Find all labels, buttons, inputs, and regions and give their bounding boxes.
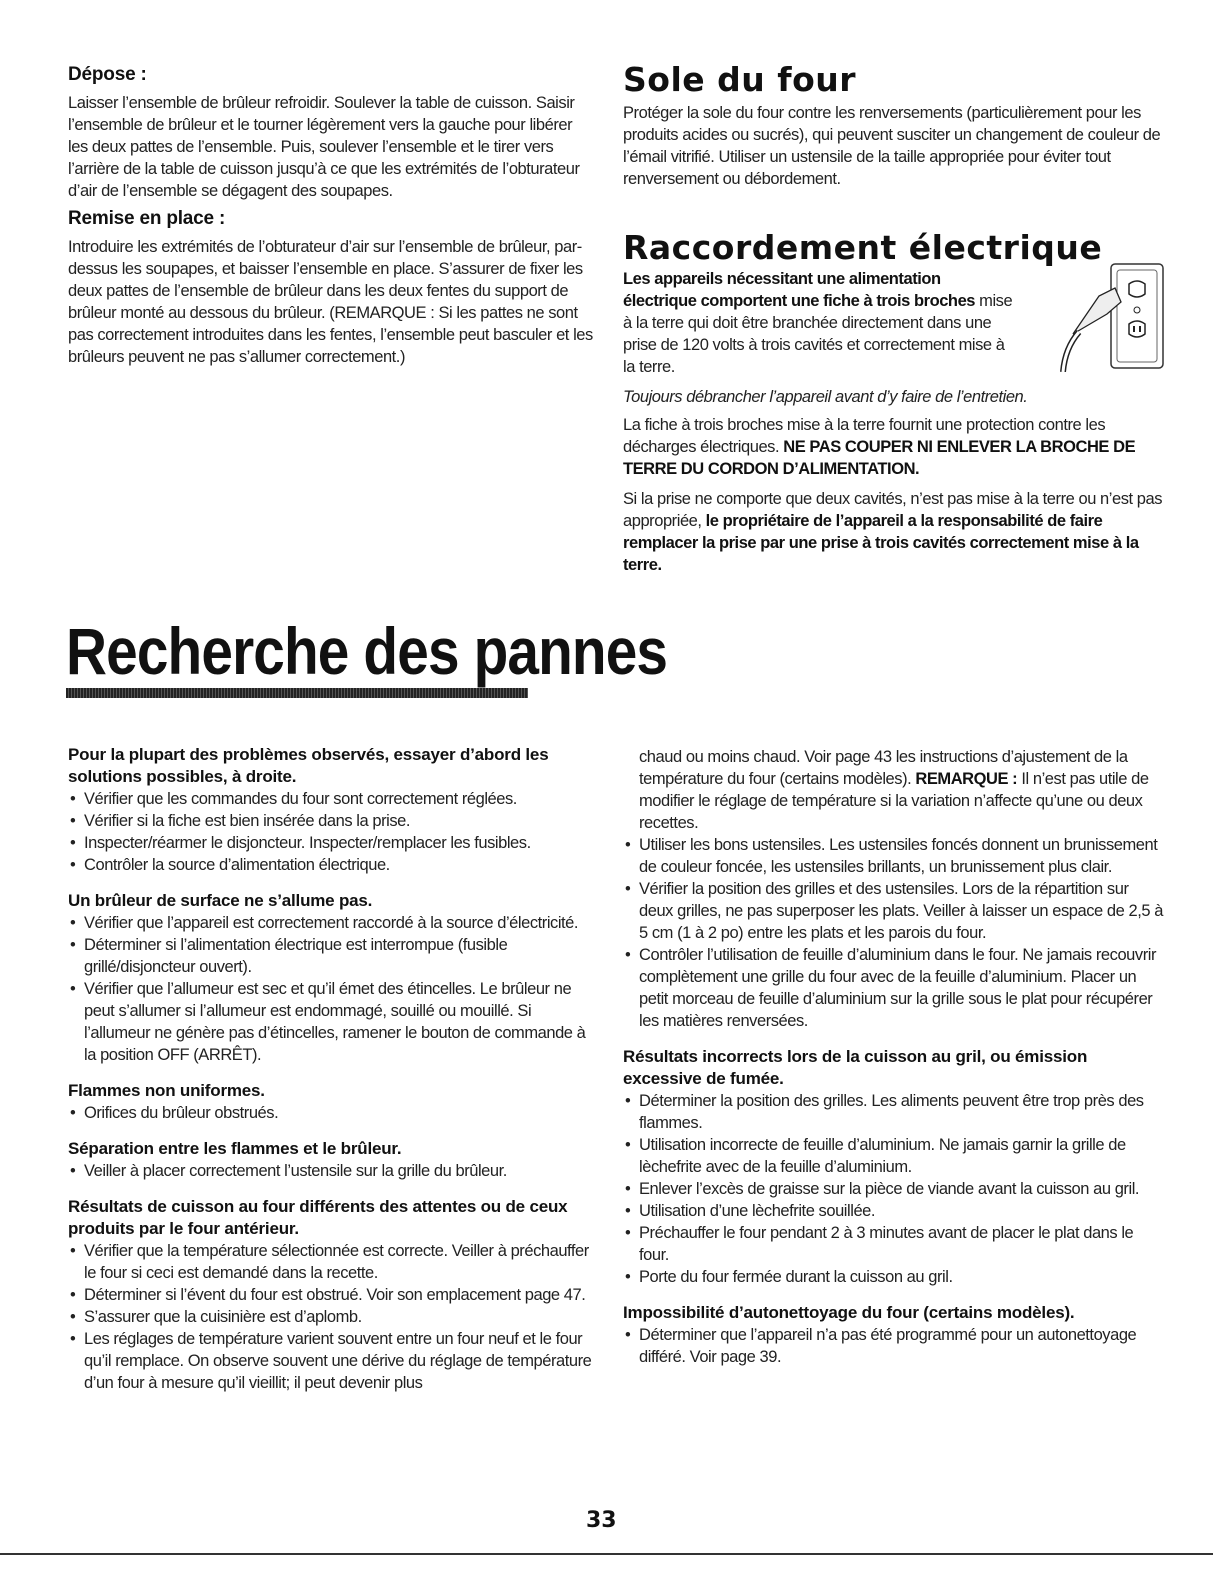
- continued-rest: Il n’est pas utile de modifier le réglage de température si la variation n’affecte qu’une ou deux recettes.: [639, 770, 1149, 832]
- uneven-flames-list: [68, 1102, 598, 1124]
- depose-heading: Dépose :: [68, 64, 147, 85]
- intro-checklist: [68, 788, 598, 876]
- burner-not-lit-heading: Un brûleur de surface ne s’allume pas.: [68, 891, 373, 910]
- list-item: • Déterminer si l’alimentation électrique est interrompue (fusible grillé/disjoncteur ouvert).: [68, 934, 598, 978]
- list-item: • Contrôler la source d’alimentation électrique.: [68, 854, 598, 876]
- list-item: • Vérifier que la température sélectionnée est correcte. Veiller à préchauffer le four si ceci est demandé dans la recette.: [68, 1240, 598, 1284]
- self-clean-list: [623, 1324, 1163, 1368]
- flame-separation-heading: Séparation entre les flammes et le brûleur.: [68, 1139, 402, 1158]
- note-label: REMARQUE :: [915, 770, 1018, 788]
- remise-heading: Remise en place :: [68, 208, 226, 229]
- list-item: • Utiliser les bons ustensiles. Les ustensiles foncés donnent un brunissement de couleur foncée, les ustensiles brillants, un brunissement plus clair.: [623, 834, 1163, 878]
- grounded-plug-outlet-illustration: [1033, 262, 1165, 372]
- troubleshooting-right-column: [623, 746, 1163, 1368]
- page-number: 33: [586, 1508, 617, 1533]
- baking-results-list: [68, 1240, 598, 1394]
- list-item: • Utilisation incorrecte de feuille d’aluminium. Ne jamais garnir la grille de lèchefrite avec de la feuille d’aluminium.: [623, 1134, 1163, 1178]
- electrical-body: [623, 268, 1163, 576]
- troubleshooting-left-column: [68, 744, 598, 1394]
- continued-text: chaud ou moins chaud. Voir page 43 les instructions d’ajustement de la température du four (certains modèles).: [639, 748, 1128, 788]
- list-item: • Les réglages de température varient souvent entre un four neuf et le four qu’il remplace. On observe souvent une dérive du réglage de température d’un four à mesure qu’il vieillit; il peut devenir plus: [68, 1328, 598, 1394]
- list-item: • Préchauffer le four pendant 2 à 3 minutes avant de placer le plat dans le four.: [623, 1222, 1163, 1266]
- ground-protection-text: [623, 414, 1163, 480]
- list-item: • Vérifier que les commandes du four sont correctement réglées.: [68, 788, 598, 810]
- electrical-title: Raccordement électrique: [623, 228, 1103, 267]
- list-item: • Déterminer la position des grilles. Les aliments peuvent être trop près des flammes.: [623, 1090, 1163, 1134]
- list-item: • Déterminer si l’évent du four est obstrué. Voir son emplacement page 47.: [68, 1284, 598, 1306]
- ground-protection-normal: La fiche à trois broches mise à la terre fournit une protection contre les décharges électriques.: [623, 416, 1106, 456]
- list-item: • Contrôler l’utilisation de feuille d’aluminium dans le four. Ne jamais recouvrir complètement une grille du four avec de la feuille d’aluminium. Placer un petit morceau de feuille d’aluminium sur la grille sous le plat pour récupérer les matières renversées.: [623, 944, 1163, 1032]
- list-item: • Enlever l’excès de graisse sur la pièce de viande avant la cuisson au gril.: [623, 1178, 1163, 1200]
- list-item: • Inspecter/réarmer le disjoncteur. Inspecter/remplacer les fusibles.: [68, 832, 598, 854]
- two-slot-normal: Si la prise ne comporte que deux cavités, n’est pas mise à la terre ou n’est pas appropriée,: [623, 490, 1163, 530]
- depose-text: Laisser l’ensemble de brûleur refroidir. Soulever la table de cuisson. Saisir l’ensemble de brûleur et le tourner légèrement vers la gauche pour libérer les deux pattes de l’ensemble. Puis, soulever l’ensemble et le tirer vers l’arrière de la table de cuisson jusqu’à ce que les extrémités de l’obturateur d’air de l’ensemble se dégagent des soupapes.: [68, 94, 580, 200]
- sole-text: Protéger la sole du four contre les renversements (particulièrement pour les produits acides ou sucrés), qui peuvent susciter un changement de couleur de l’émail vitrifié. Utiliser un ustensile de la taille appropriée pour éviter tout renversement ou débordement.: [623, 104, 1161, 188]
- troubleshooting-title: Recherche des pannes: [66, 614, 668, 688]
- title-underline: [66, 688, 528, 698]
- disassembly-section: [68, 64, 596, 368]
- footer-rule: [0, 1553, 1213, 1555]
- list-item: • Déterminer que l’appareil n’a pas été programmé pour un autonettoyage différé. Voir page 39.: [623, 1324, 1163, 1368]
- remise-text: Introduire les extrémités de l’obturateur d’air sur l’ensemble de brûleur, par-dessus les soupapes, et baisser l’ensemble en place. S’assurer de fixer les deux pattes de l’ensemble de brûleur dans les deux fentes du support de brûleur monté au dessous du brûleur. (REMARQUE : Si les pattes ne sont pas correctement introduites dans les fentes, l’ensemble peut basculer et les brûleurs peuvent ne pas s’allumer correctement.): [68, 238, 593, 366]
- list-item: • Vérifier si la fiche est bien insérée dans la prise.: [68, 810, 598, 832]
- baking-results-list-continued: [623, 834, 1163, 1032]
- uneven-flames-heading: Flammes non uniformes.: [68, 1081, 265, 1100]
- self-clean-heading: Impossibilité d’autonettoyage du four (certains modèles).: [623, 1303, 1075, 1322]
- ground-prong-warning: NE PAS COUPER NI ENLEVER LA BROCHE DE TERRE DU CORDON D’ALIMENTATION.: [623, 438, 1136, 478]
- sole-title: Sole du four: [623, 60, 857, 99]
- list-item: • Utilisation d’une lèchefrite souillée.: [623, 1200, 1163, 1222]
- two-slot-outlet-text: [623, 488, 1163, 576]
- burner-not-lit-list: [68, 912, 598, 1066]
- oven-info-section: [623, 62, 1163, 576]
- electrical-intro-bold: Les appareils nécessitant une alimentation électrique comportent une fiche à trois broches: [623, 270, 976, 310]
- electrical-intro-rest: mise à la terre qui doit être branchée directement dans une prise de 120 volts à trois cavités et correctement mise à la terre.: [623, 292, 1013, 376]
- list-item: • Vérifier que l’appareil est correctement raccordé à la source d’électricité.: [68, 912, 598, 934]
- owner-responsibility: le propriétaire de l’appareil a la responsabilité de faire remplacer la prise par une prise à trois cavités correctement mise à la terre.: [623, 512, 1139, 574]
- baking-results-continued: [623, 746, 1163, 834]
- baking-results-heading: Résultats de cuisson au four différents des attentes ou de ceux produits par le four antérieur.: [68, 1197, 568, 1238]
- broiling-results-list: [623, 1090, 1163, 1288]
- broiling-results-heading: Résultats incorrects lors de la cuisson au gril, ou émission excessive de fumée.: [623, 1047, 1088, 1088]
- list-item: • Orifices du brûleur obstrués.: [68, 1102, 598, 1124]
- unplug-warning: Toujours débrancher l’appareil avant d’y faire de l’entretien.: [623, 388, 1028, 406]
- list-item: • Vérifier que l’allumeur est sec et qu’il émet des étincelles. Le brûleur ne peut s’allumer si l’allumeur est endommagé, souillé ou mouillé. Si l’allumeur ne génère pas d’étincelles, ramener le bouton de commande à la position OFF (ARRÊT).: [68, 978, 598, 1066]
- list-item: • Veiller à placer correctement l’ustensile sur la grille du brûleur.: [68, 1160, 598, 1182]
- troubleshooting-intro: Pour la plupart des problèmes observés, essayer d’abord les solutions possibles, à droite.: [68, 745, 549, 786]
- flame-separation-list: [68, 1160, 598, 1182]
- list-item: • Porte du four fermée durant la cuisson au gril.: [623, 1266, 1163, 1288]
- list-item: • Vérifier la position des grilles et des ustensiles. Lors de la répartition sur deux grilles, ne pas superposer les plats. Veiller à laisser un espace de 2,5 à 5 cm (1 à 2 po) entre les plats et les parois du four.: [623, 878, 1163, 944]
- list-item: • S’assurer que la cuisinière est d’aplomb.: [68, 1306, 598, 1328]
